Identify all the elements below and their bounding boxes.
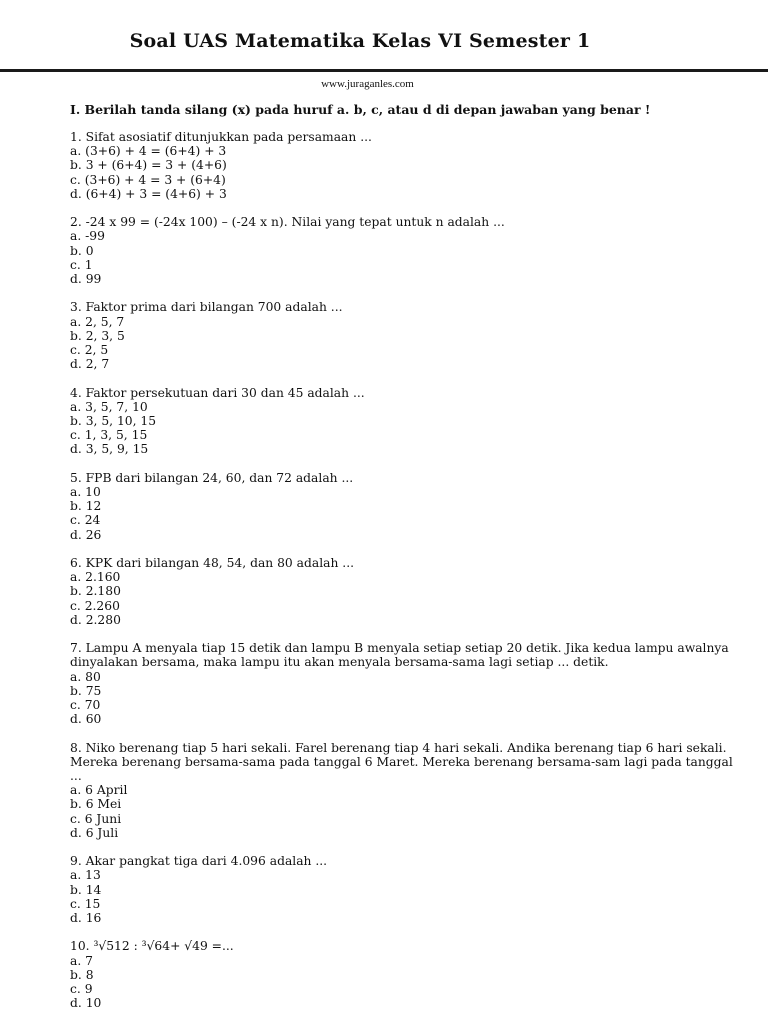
answer-option-b: b. 3, 5, 10, 15 [70,414,157,429]
answer-option-b: b. 14 [70,882,102,897]
question-text: 9. Akar pangkat tiga dari 4.096 adalah ... [70,854,328,869]
header-divider [0,69,768,72]
question-item [70,939,740,1010]
answer-option-a: a. 10 [70,485,101,500]
answer-option-c: c. 70 [70,698,101,713]
question-text: 6. KPK dari bilangan 48, 54, dan 80 adalah ... [70,556,355,571]
section-instruction: I. Berilah tanda silang (x) pada huruf a. b, c, atau d di depan jawaban yang benar ! [70,102,651,117]
answer-option-b: b. 2.180 [70,584,121,599]
answer-option-b: b. 6 Mei [70,797,122,812]
answer-option-d: d. 3, 5, 9, 15 [70,442,149,457]
answer-option-c: c. 2.260 [70,598,120,613]
page-title: Soal UAS Matematika Kelas VI Semester 1 [129,30,591,52]
answer-option-d: d. 60 [70,712,102,727]
question-item [70,471,740,542]
answer-option-a: a. 3, 5, 7, 10 [70,399,148,414]
answer-option-b: b. 12 [70,499,102,514]
answer-option-d: d. 26 [70,527,102,542]
answer-option-d: d. 2, 7 [70,357,110,372]
answer-option-c: c. 6 Juni [70,811,122,826]
question-list [70,130,740,1025]
question-text: 7. Lampu A menyala tiap 15 detik dan lampu B menyala setiap setiap 20 detik. Jika kedua lampu awalnya dinyalakan bersama, maka lampu itu akan menyala bersama-sama lagi setiap ... detik. [70,641,729,670]
question-item [70,215,740,286]
question-text: 10. ³√512 : ³√64+ √49 =... [70,939,234,954]
answer-option-b: b. 3 + (6+4) = 3 + (4+6) [70,158,227,173]
answer-option-d: d. 10 [70,996,102,1011]
question-item [70,556,740,627]
question-text: 8. Niko berenang tiap 5 hari sekali. Farel berenang tiap 4 hari sekali. Andika berenang tiap 6 hari sekali. Mereka berenang bersama-sama pada tanggal 6 Maret. Mereka berenang bersama-sam lagi pada tanggal ... [70,740,733,784]
answer-option-c: c. 9 [70,982,93,997]
question-text: 2. -24 x 99 = (-24x 100) – (-24 x n). Nilai yang tepat untuk n adalah ... [70,215,505,230]
answer-option-b: b. 8 [70,967,94,982]
answer-option-a: a. 6 April [70,783,128,798]
answer-option-c: c. 24 [70,513,101,528]
answer-option-b: b. 0 [70,243,94,258]
source-url: www.juraganles.com [321,78,414,90]
question-item [70,854,740,925]
answer-option-a: a. 7 [70,953,93,968]
answer-option-c: c. (3+6) + 4 = 3 + (6+4) [70,172,226,187]
question-text: 4. Faktor persekutuan dari 30 dan 45 adalah ... [70,385,365,400]
question-text: 1. Sifat asosiatif ditunjukkan pada persamaan ... [70,130,372,144]
answer-option-a: a. (3+6) + 4 = (6+4) + 3 [70,144,227,159]
answer-option-d: d. 16 [70,911,102,926]
answer-option-a: a. -99 [70,229,105,244]
question-text: 5. FPB dari bilangan 24, 60, dan 72 adalah ... [70,470,354,485]
answer-option-a: a. 2, 5, 7 [70,314,125,329]
answer-option-d: d. 6 Juli [70,825,119,840]
question-item [70,641,740,726]
question-text: 3. Faktor prima dari bilangan 700 adalah ... [70,300,343,315]
answer-option-a: a. 2.160 [70,570,121,585]
answer-option-b: b. 75 [70,683,102,698]
answer-option-d: d. (6+4) + 3 = (4+6) + 3 [70,186,227,201]
answer-option-c: c. 1 [70,257,93,272]
question-item [70,300,740,371]
answer-option-a: a. 13 [70,868,101,883]
question-item [70,741,740,840]
answer-option-d: d. 2.280 [70,612,121,627]
answer-option-c: c. 15 [70,896,101,911]
question-item [70,130,740,201]
answer-option-b: b. 2, 3, 5 [70,328,125,343]
answer-option-c: c. 2, 5 [70,343,109,358]
answer-option-c: c. 1, 3, 5, 15 [70,428,148,443]
answer-option-a: a. 80 [70,669,101,684]
answer-option-d: d. 99 [70,272,102,287]
question-item [70,386,740,457]
